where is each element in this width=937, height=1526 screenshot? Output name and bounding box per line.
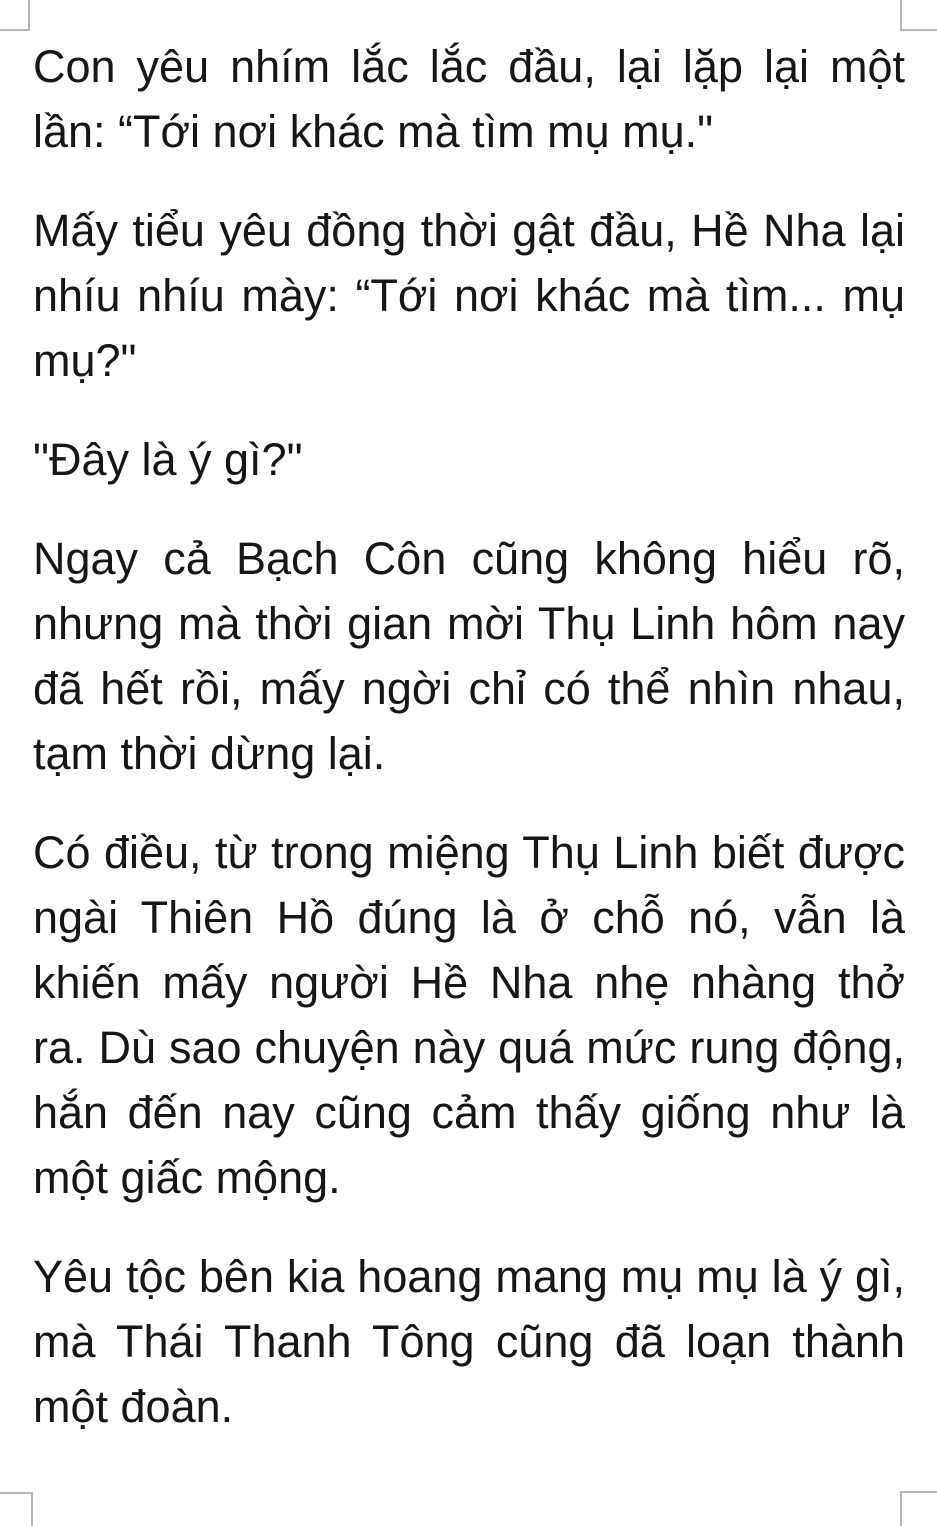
paragraph-2: Mấy tiểu yêu đồng thời gật đầu, Hề Nha lại nhíu nhíu mày: “Tới nơi khác mà tìm... mụ mụ?": [33, 205, 905, 386]
page-corner-mark-bottom-left: [0, 1492, 33, 1526]
page-corner-mark-top-right: [900, 0, 937, 31]
page-corner-mark-top-left: [0, 0, 30, 31]
paragraph-3: "Đây là ý gì?": [33, 434, 303, 485]
paragraph-1: Con yêu nhím lắc lắc đầu, lại lặp lại một lần: “Tới nơi khác mà tìm mụ mụ.": [33, 41, 905, 157]
paragraph-5: Có điều, từ trong miệng Thụ Linh biết được ngài Thiên Hồ đúng là ở chỗ nó, vẫn là khiến mấy người Hề Nha nhẹ nhàng thở ra. Dù sao chuyện này quá mức rung động, hắn đến nay cũng cảm thấy giống như là một giấc mộng.: [33, 827, 905, 1203]
paragraph-4: Ngay cả Bạch Côn cũng không hiểu rõ, nhưng mà thời gian mời Thụ Linh hôm nay đã hết rồi, mấy ngời chỉ có thể nhìn nhau, tạm thời dừng lại.: [33, 533, 905, 779]
paragraph-6: Yêu tộc bên kia hoang mang mụ mụ là ý gì, mà Thái Thanh Tông cũng đã loạn thành một đoàn.: [33, 1251, 905, 1432]
page-text: [33, 34, 905, 1473]
page-corner-mark-bottom-right: [900, 1491, 937, 1526]
